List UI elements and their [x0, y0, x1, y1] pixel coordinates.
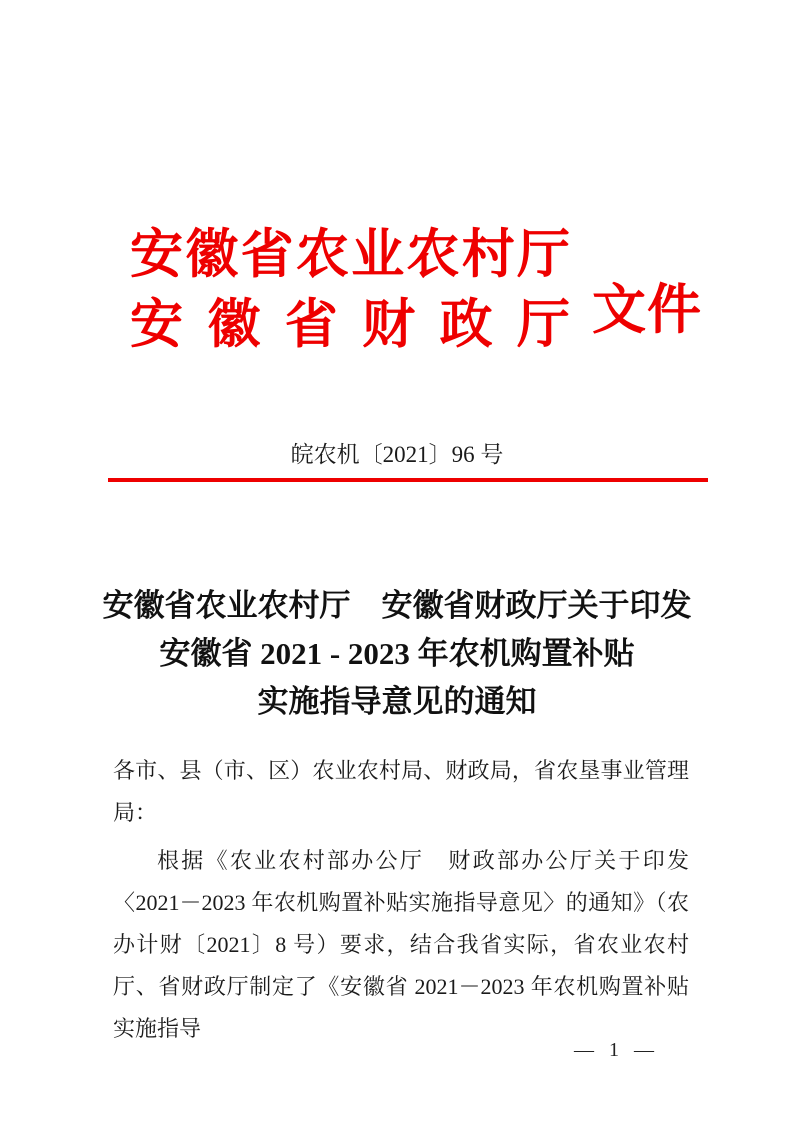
letterhead [130, 225, 702, 354]
agency-line-1: 安 徽 省 农 业 农 村 厅 [130, 225, 570, 284]
agency-names [130, 225, 570, 354]
document-body [113, 750, 689, 1050]
title-line-1: 安徽省农业农村厅 安徽省财政厅关于印发 [102, 588, 692, 623]
doc-type-label: 文件 [592, 280, 702, 340]
red-divider-rule [108, 478, 708, 482]
page-number: — 1 — [574, 1039, 659, 1061]
doc-number: 皖农机〔2021〕96 号 [290, 442, 504, 467]
title-line-2: 安徽省 2021 - 2023 年农机购置补贴 [159, 636, 635, 671]
agency-line-2: 安 徽 省 财 政 厅 [130, 295, 570, 354]
document-title [97, 582, 697, 726]
salutation: 各市、县（市、区）农业农村局、财政局，省农垦事业管理局： [113, 758, 689, 825]
body-paragraph-1: 根据《农业农村部办公厅 财政部办公厅关于印发〈2021－2023 年农机购置补贴实施指导意见〉的通知》（农办计财〔2021〕8 号）要求，结合我省实际，省农业农村厅、省财政厅制定了《安徽省 2021－2023 年农机购置补贴实施指导 [113, 848, 689, 1041]
title-line-3: 实施指导意见的通知 [257, 684, 537, 719]
